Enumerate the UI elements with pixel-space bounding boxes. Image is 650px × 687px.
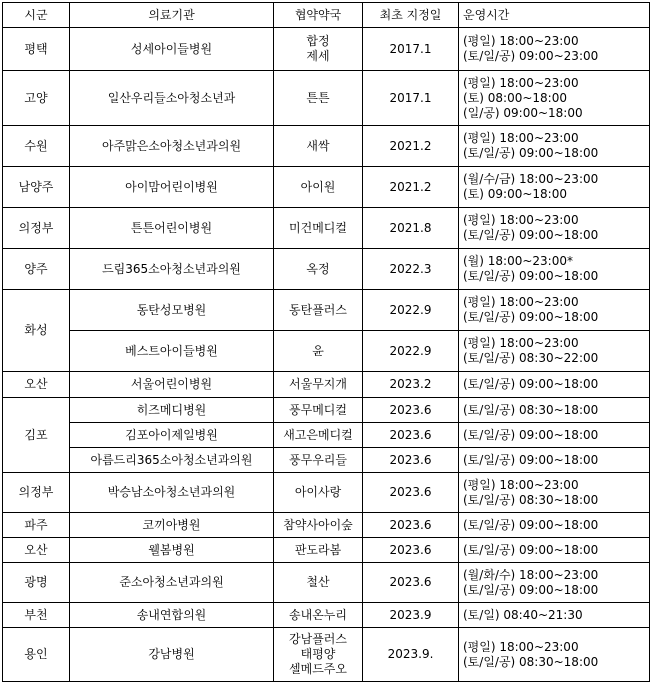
header-designated: 최초 지정일 <box>363 3 459 28</box>
region-cell: 남양주 <box>3 167 70 208</box>
region-cell: 파주 <box>3 513 70 538</box>
table-row <box>3 249 650 290</box>
designated-cell: 2023.6 <box>363 513 459 538</box>
hospital-cell: 김포아이제일병원 <box>70 423 274 448</box>
hours-line: (월) 18:00~23:00* <box>463 254 573 268</box>
hours-cell: (토/일/공) 09:00~18:00 <box>459 538 650 563</box>
header-hospital: 의료기관 <box>70 3 274 28</box>
pharmacy-name: 강남플러스 <box>289 632 347 646</box>
region-cell: 양주 <box>3 249 70 290</box>
region-cell: 의정부 <box>3 473 70 513</box>
designated-cell: 2023.9 <box>363 603 459 628</box>
pharmacy-cell: 풍무메디컬 <box>274 398 363 423</box>
pharmacy-cell <box>274 628 363 682</box>
designated-cell: 2023.2 <box>363 372 459 398</box>
hospital-cell: 동탄성모병원 <box>70 290 274 331</box>
hours-line: (평일) 18:00~23:00 <box>463 336 579 350</box>
region-cell: 오산 <box>3 538 70 563</box>
hospital-cell: 송내연합의원 <box>70 603 274 628</box>
hours-cell <box>459 71 650 126</box>
pharmacy-cell: 미건메디컬 <box>274 208 363 249</box>
hours-line: (토) 08:00~18:00 <box>463 90 567 105</box>
designated-cell: 2023.6 <box>363 423 459 448</box>
hours-cell <box>459 28 650 71</box>
hours-cell: (토/일/공) 09:00~18:00 <box>459 372 650 398</box>
hospital-cell: 아름드리365소아청소년과의원 <box>70 448 274 473</box>
region-cell: 오산 <box>3 372 70 398</box>
hours-line: (평일) 18:00~23:00 <box>463 295 579 309</box>
designated-cell: 2023.6 <box>363 398 459 423</box>
hours-line: (월/화/수) 18:00~23:00 <box>463 567 599 582</box>
hours-line: (토/일/공) 09:00~18:00 <box>463 228 599 242</box>
hours-line: (평일) 18:00~23:00 <box>463 75 579 90</box>
hours-line: (일/공) 09:00~18:00 <box>463 105 583 120</box>
night-holiday-clinic-table <box>2 2 650 682</box>
hours-cell <box>459 628 650 682</box>
designated-cell: 2021.2 <box>363 126 459 167</box>
hospital-cell: 아주맑은소아청소년과의원 <box>70 126 274 167</box>
hours-line: (평일) 18:00~23:00 <box>463 213 579 227</box>
region-cell: 부천 <box>3 603 70 628</box>
hours-cell <box>459 208 650 249</box>
hospital-cell: 베스트아이들병원 <box>70 331 274 372</box>
hours-cell <box>459 331 650 372</box>
region-cell: 광명 <box>3 563 70 603</box>
hospital-cell: 일산우리들소아청소년과 <box>70 71 274 126</box>
hours-line: (토/일/공) 08:30~18:00 <box>463 654 599 669</box>
designated-cell: 2017.1 <box>363 71 459 126</box>
pharmacy-cell: 새고은메디컬 <box>274 423 363 448</box>
hours-line: (토/일/공) 09:00~23:00 <box>463 49 599 63</box>
hours-line: (토/일/공) 09:00~18:00 <box>463 146 599 160</box>
hospital-cell: 성세아이들병원 <box>70 28 274 71</box>
hours-cell <box>459 167 650 208</box>
pharmacy-name: 셀메드주오 <box>289 662 347 676</box>
table-row <box>3 372 650 398</box>
pharmacy-cell: 참약사아이숲 <box>274 513 363 538</box>
table-row <box>3 331 650 372</box>
region-cell: 의정부 <box>3 208 70 249</box>
hours-cell: (토/일/공) 09:00~18:00 <box>459 423 650 448</box>
pharmacy-cell: 판도라봄 <box>274 538 363 563</box>
header-pharmacy: 협약약국 <box>274 3 363 28</box>
hours-line: (토/일/공) 08:30~22:00 <box>463 351 599 365</box>
header-hours: 운영시간 <box>459 3 650 28</box>
designated-cell: 2023.6 <box>363 563 459 603</box>
table-row <box>3 473 650 513</box>
table-row <box>3 513 650 538</box>
hospital-cell: 드림365소아청소년과의원 <box>70 249 274 290</box>
pharmacy-name: 태평양 <box>300 647 336 661</box>
pharmacy-cell <box>274 28 363 71</box>
pharmacy-cell: 송내온누리 <box>274 603 363 628</box>
pharmacy-cell: 동탄플러스 <box>274 290 363 331</box>
hours-cell: (토/일/공) 09:00~18:00 <box>459 513 650 538</box>
designated-cell: 2022.3 <box>363 249 459 290</box>
hours-cell: (토/일/공) 09:00~18:00 <box>459 448 650 473</box>
hospital-cell: 강남병원 <box>70 628 274 682</box>
pharmacy-name: 합정 <box>306 34 330 48</box>
hours-line: (평일) 18:00~23:00 <box>463 131 579 145</box>
hours-cell: (토/일/공) 08:30~18:00 <box>459 398 650 423</box>
region-cell: 고양 <box>3 71 70 126</box>
hours-cell <box>459 473 650 513</box>
hours-line: (평일) 18:00~23:00 <box>463 639 579 654</box>
hospital-cell: 박승남소아청소년과의원 <box>70 473 274 513</box>
hours-line: (월/수/금) 18:00~23:00 <box>463 172 599 186</box>
header-row <box>3 3 650 28</box>
table-row <box>3 628 650 682</box>
designated-cell: 2021.8 <box>363 208 459 249</box>
pharmacy-cell: 튼튼 <box>274 71 363 126</box>
designated-cell: 2021.2 <box>363 167 459 208</box>
hours-cell <box>459 126 650 167</box>
pharmacy-cell: 아이사랑 <box>274 473 363 513</box>
hours-line: (토/일/공) 09:00~18:00 <box>463 582 599 597</box>
region-cell: 화성 <box>3 290 70 372</box>
hospital-cell: 히즈메디병원 <box>70 398 274 423</box>
pharmacy-cell: 옥정 <box>274 249 363 290</box>
pharmacy-cell: 철산 <box>274 563 363 603</box>
hospital-cell: 코끼아병원 <box>70 513 274 538</box>
table-row <box>3 71 650 126</box>
pharmacy-cell: 아이원 <box>274 167 363 208</box>
pharmacy-cell: 윤 <box>274 331 363 372</box>
designated-cell: 2023.6 <box>363 448 459 473</box>
hospital-cell: 웰봄병원 <box>70 538 274 563</box>
hours-line: (토/일/공) 08:30~18:00 <box>463 492 599 507</box>
designated-cell: 2022.9 <box>363 290 459 331</box>
table-row <box>3 398 650 423</box>
table-wrapper <box>2 2 650 682</box>
table-row <box>3 126 650 167</box>
table-row <box>3 563 650 603</box>
hospital-cell: 서울어린이병원 <box>70 372 274 398</box>
region-cell: 수원 <box>3 126 70 167</box>
designated-cell: 2023.6 <box>363 538 459 563</box>
table-row <box>3 167 650 208</box>
region-cell: 평택 <box>3 28 70 71</box>
hours-line: (토/일/공) 09:00~18:00 <box>463 269 599 283</box>
table-row <box>3 208 650 249</box>
table-row <box>3 448 650 473</box>
designated-cell: 2023.6 <box>363 473 459 513</box>
designated-cell: 2022.9 <box>363 331 459 372</box>
hours-line: (평일) 18:00~23:00 <box>463 477 579 492</box>
hospital-cell: 준소아청소년과의원 <box>70 563 274 603</box>
table-row <box>3 28 650 71</box>
hours-cell <box>459 249 650 290</box>
region-cell: 용인 <box>3 628 70 682</box>
header-region: 시군 <box>3 3 70 28</box>
hours-line: (토/일/공) 09:00~18:00 <box>463 310 599 324</box>
hours-line: (평일) 18:00~23:00 <box>463 34 579 48</box>
hospital-cell: 아이맘어린이병원 <box>70 167 274 208</box>
pharmacy-cell: 풍무우리들 <box>274 448 363 473</box>
hours-line: (토) 09:00~18:00 <box>463 187 567 201</box>
designated-cell: 2017.1 <box>363 28 459 71</box>
pharmacy-name: 제세 <box>306 49 330 63</box>
table-row <box>3 290 650 331</box>
region-cell: 김포 <box>3 398 70 473</box>
pharmacy-cell: 새싹 <box>274 126 363 167</box>
hours-cell: (토/일) 08:40~21:30 <box>459 603 650 628</box>
designated-cell: 2023.9. <box>363 628 459 682</box>
table-row <box>3 423 650 448</box>
hours-cell <box>459 290 650 331</box>
hours-cell <box>459 563 650 603</box>
table-row <box>3 603 650 628</box>
hospital-cell: 튼튼어린이병원 <box>70 208 274 249</box>
table-row <box>3 538 650 563</box>
pharmacy-cell: 서울무지개 <box>274 372 363 398</box>
